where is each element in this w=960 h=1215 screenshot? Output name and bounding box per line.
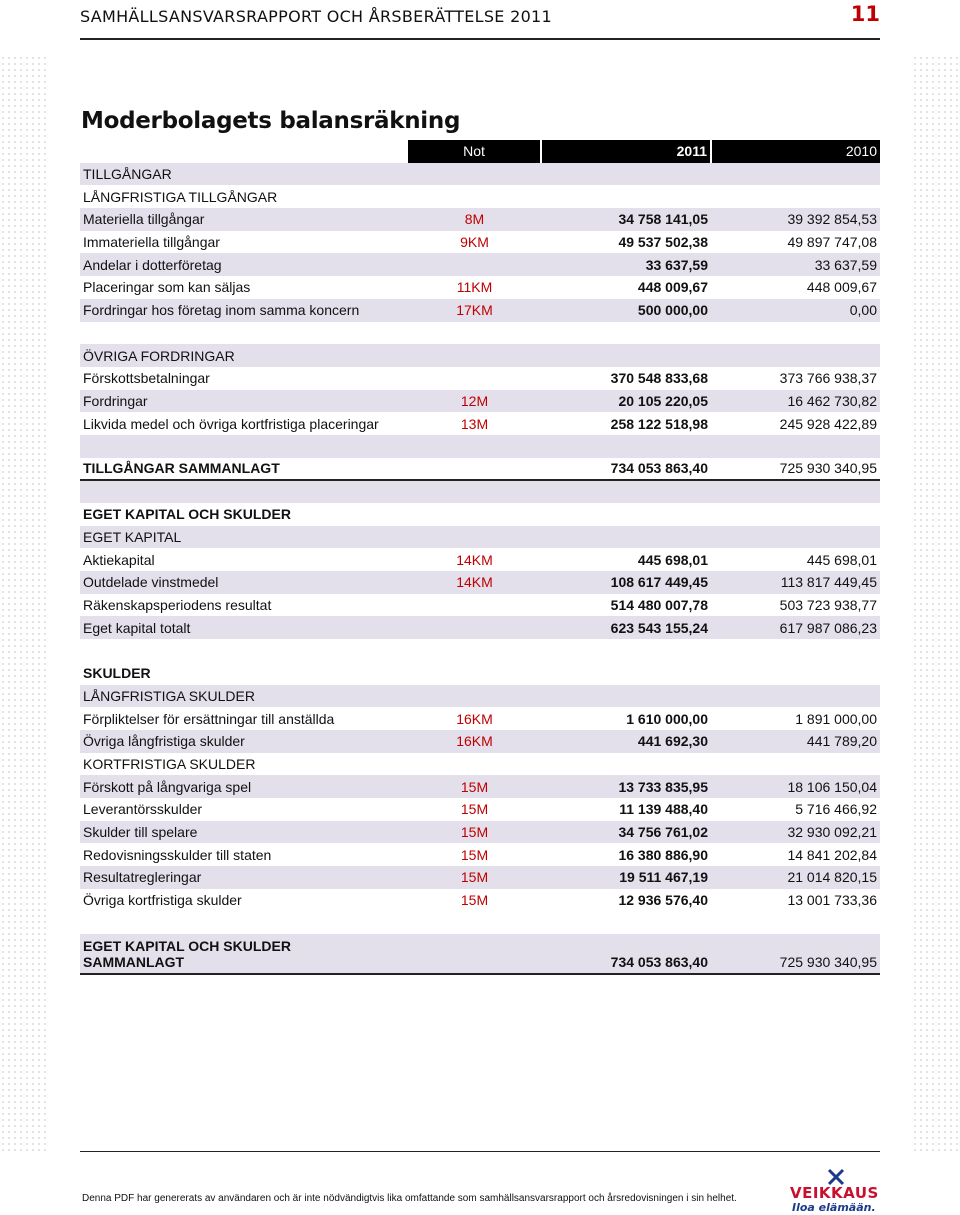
row-label: Leverantörsskulder [83, 801, 203, 818]
table-row [80, 594, 880, 617]
table-row [80, 843, 880, 866]
value-2011 [541, 685, 711, 708]
value-2010: 448 009,67 [806, 279, 877, 296]
table-row [80, 934, 880, 974]
row-label: Likvida medel och övriga kortfristiga placeringar [83, 415, 379, 432]
value-2011: 258 122 518,98 [610, 415, 708, 432]
row-label [80, 322, 408, 345]
note-reference: 17KM [408, 299, 541, 322]
row-label [80, 639, 408, 662]
table-row [80, 571, 880, 594]
row-label: Förpliktelser för ersättningar till anställda [83, 710, 335, 727]
table-row [80, 889, 880, 912]
table-row [80, 344, 880, 367]
value-2010: 18 106 150,04 [711, 775, 880, 798]
row-label: SKULDER [83, 665, 151, 682]
table-row [80, 253, 880, 276]
note-reference [408, 367, 541, 390]
row-label [80, 435, 408, 458]
note-reference: 15M [460, 801, 489, 818]
value-2010 [711, 435, 880, 458]
note-reference [408, 185, 541, 208]
value-2010: 725 930 340,95 [711, 458, 880, 481]
note-reference: 16KM [456, 710, 493, 727]
value-2011: 11 139 488,40 [619, 801, 708, 818]
table-row [80, 753, 880, 776]
label-column-header [80, 140, 408, 163]
value-2010 [711, 322, 880, 345]
value-2010: 5 716 466,92 [795, 801, 877, 818]
value-2011: 16 380 886,90 [618, 846, 708, 863]
value-2011 [541, 435, 711, 458]
row-label: LÅNGFRISTIGA TILLGÅNGAR [83, 188, 278, 205]
balance-sheet-table [80, 140, 880, 975]
value-2011 [541, 911, 711, 934]
value-2011: 370 548 833,68 [610, 370, 708, 387]
value-2011: 108 617 449,45 [541, 571, 711, 594]
value-2011: 20 105 220,05 [541, 390, 711, 413]
note-reference: 15M [460, 846, 489, 863]
note-reference [408, 594, 541, 617]
year-2011-column-header: 2011 [541, 140, 711, 163]
value-2011 [541, 526, 711, 549]
not-column-header: Not [408, 140, 541, 163]
table-row [80, 798, 880, 821]
value-2011: 19 511 467,19 [541, 866, 711, 889]
value-2011: 734 053 863,40 [541, 934, 711, 974]
note-reference [408, 526, 541, 549]
note-reference [408, 639, 541, 662]
value-2011: 445 698,01 [637, 551, 708, 568]
value-2010: 21 014 820,15 [711, 866, 880, 889]
note-reference [408, 163, 541, 186]
left-dot-pattern [0, 55, 48, 1155]
table-row [80, 185, 880, 208]
table-row [80, 367, 880, 390]
value-2011: 49 537 502,38 [618, 234, 708, 251]
value-2011: 12 936 576,40 [618, 892, 708, 909]
value-2010: 14 841 202,84 [787, 846, 877, 863]
value-2011: 514 480 007,78 [610, 597, 708, 614]
value-2010: 617 987 086,23 [711, 616, 880, 639]
row-label: TILLGÅNGAR [80, 163, 408, 186]
value-2011 [541, 639, 711, 662]
note-reference [408, 503, 541, 526]
table-row [80, 503, 880, 526]
table-row [80, 685, 880, 708]
row-label: Andelar i dotterföretag [80, 253, 408, 276]
row-label [80, 934, 408, 974]
value-2010: 245 928 422,89 [779, 415, 877, 432]
value-2010: 113 817 449,45 [711, 571, 880, 594]
spacer-row [80, 480, 880, 503]
row-label: Övriga kortfristiga skulder [83, 892, 242, 909]
value-2010: 16 462 730,82 [711, 390, 880, 413]
spacer-row [80, 435, 880, 458]
row-label: Eget kapital totalt [80, 616, 408, 639]
note-reference [408, 662, 541, 685]
table-row [80, 616, 880, 639]
value-2010 [711, 753, 880, 776]
note-reference [408, 480, 541, 503]
note-reference: 15M [460, 892, 489, 909]
table-row [80, 299, 880, 322]
note-reference [408, 344, 541, 367]
note-reference: 9KM [460, 234, 489, 251]
value-2011: 623 543 155,24 [541, 616, 711, 639]
row-label [80, 911, 408, 934]
note-reference: 12M [408, 390, 541, 413]
note-reference: 11KM [456, 279, 493, 296]
row-label: Förskottsbetalningar [83, 370, 210, 387]
right-dot-pattern [912, 55, 960, 1155]
logo-text: VEIKKAUS [790, 1184, 879, 1202]
table-row [80, 390, 880, 413]
note-reference: 14KM [408, 571, 541, 594]
footer-divider [80, 1151, 880, 1152]
veikkaus-logo [790, 1168, 882, 1214]
value-2010 [711, 163, 880, 186]
row-label: Räkenskapsperiodens resultat [83, 597, 272, 614]
table-row [80, 412, 880, 435]
note-reference: 15M [408, 821, 541, 844]
row-label: KORTFRISTIGA SKULDER [83, 755, 256, 772]
value-2010: 503 723 938,77 [779, 597, 877, 614]
value-2010: 1 891 000,00 [795, 710, 877, 727]
spacer-row [80, 639, 880, 662]
row-label: Förskott på långvariga spel [80, 775, 408, 798]
note-reference [408, 753, 541, 776]
footer-note: Denna PDF har genererats av användaren och är inte nödvändigtvis lika omfattande som samhällsansvarsrapport och årsredovisningen i sin helhet. [82, 1193, 737, 1204]
value-2011: 448 009,67 [637, 279, 708, 296]
table-row [80, 866, 880, 889]
value-2010: 33 637,59 [711, 253, 880, 276]
row-label-line1: EGET KAPITAL OCH SKULDER [83, 938, 291, 955]
table-row [80, 821, 880, 844]
table-row [80, 548, 880, 571]
row-label-line2: SAMMANLAGT [83, 954, 185, 971]
value-2011: 500 000,00 [541, 299, 711, 322]
note-reference: 15M [408, 866, 541, 889]
page-number: 11 [850, 2, 880, 26]
row-label: Outdelade vinstmedel [80, 571, 408, 594]
note-reference [408, 911, 541, 934]
row-label: LÅNGFRISTIGA SKULDER [80, 685, 408, 708]
value-2011 [541, 480, 711, 503]
value-2010: 0,00 [711, 299, 880, 322]
table-row [80, 775, 880, 798]
table-row [80, 208, 880, 231]
value-2011 [541, 662, 711, 685]
value-2010 [711, 685, 880, 708]
spacer-row [80, 322, 880, 345]
note-reference [408, 253, 541, 276]
note-reference [408, 322, 541, 345]
note-reference [408, 934, 541, 974]
value-2010: 725 930 340,95 [711, 934, 880, 974]
spacer-row [80, 911, 880, 934]
value-2010: 32 930 092,21 [711, 821, 880, 844]
note-reference: 14KM [456, 551, 493, 568]
value-2010 [711, 480, 880, 503]
row-label: Övriga långfristiga skulder [80, 730, 408, 753]
value-2011 [541, 163, 711, 186]
value-2011 [541, 503, 711, 526]
row-label: Fordringar [80, 390, 408, 413]
note-reference [408, 435, 541, 458]
row-label: Resultatregleringar [80, 866, 408, 889]
note-reference: 15M [408, 775, 541, 798]
value-2011: 13 733 835,95 [541, 775, 711, 798]
value-2010 [711, 911, 880, 934]
section-title: Moderbolagets balansräkning [81, 108, 461, 134]
row-label: Fordringar hos företag inom samma koncern [80, 299, 408, 322]
row-label: Immateriella tillgångar [83, 234, 220, 251]
logo-slogan: Iloa elämään. [792, 1201, 876, 1214]
table-row [80, 231, 880, 254]
row-label: Redovisningsskulder till staten [83, 846, 272, 863]
row-label: TILLGÅNGAR SAMMANLAGT [80, 458, 408, 481]
table-row [80, 458, 880, 481]
value-2010: 441 789,20 [711, 730, 880, 753]
table-row [80, 163, 880, 186]
value-2011 [541, 185, 711, 208]
table-row [80, 730, 880, 753]
value-2010 [711, 344, 880, 367]
row-label: ÖVRIGA FORDRINGAR [80, 344, 408, 367]
value-2010: 13 001 733,36 [787, 892, 877, 909]
value-2010: 445 698,01 [806, 551, 877, 568]
row-label: Skulder till spelare [80, 821, 408, 844]
value-2011: 441 692,30 [541, 730, 711, 753]
value-2010 [711, 662, 880, 685]
table-row [80, 662, 880, 685]
value-2011: 34 758 141,05 [541, 208, 711, 231]
note-reference [408, 685, 541, 708]
value-2011: 1 610 000,00 [626, 710, 708, 727]
value-2011 [541, 753, 711, 776]
note-reference: 8M [408, 208, 541, 231]
table-row [80, 526, 880, 549]
year-2010-column-header: 2010 [711, 140, 880, 163]
value-2010 [711, 526, 880, 549]
value-2010: 373 766 938,37 [779, 370, 877, 387]
note-reference: 13M [460, 415, 489, 432]
row-label: EGET KAPITAL OCH SKULDER [83, 506, 291, 523]
row-label [80, 480, 408, 503]
table-row [80, 707, 880, 730]
value-2011: 33 637,59 [541, 253, 711, 276]
note-reference: 16KM [408, 730, 541, 753]
value-2011 [541, 344, 711, 367]
row-label: Placeringar som kan säljas [83, 279, 251, 296]
row-label: Aktiekapital [83, 551, 155, 568]
value-2010 [711, 503, 880, 526]
value-2011: 734 053 863,40 [541, 458, 711, 481]
value-2010: 39 392 854,53 [711, 208, 880, 231]
page-header [80, 0, 880, 40]
value-2010 [711, 639, 880, 662]
value-2010: 49 897 747,08 [787, 234, 877, 251]
row-label: EGET KAPITAL [80, 526, 408, 549]
value-2010 [711, 185, 880, 208]
value-2011 [541, 322, 711, 345]
table-row [80, 276, 880, 299]
note-reference [408, 616, 541, 639]
value-2011: 34 756 761,02 [541, 821, 711, 844]
note-reference [408, 458, 541, 481]
row-label: Materiella tillgångar [80, 208, 408, 231]
report-title: SAMHÄLLSANSVARSRAPPORT OCH ÅRSBERÄTTELSE 2011 [80, 7, 553, 26]
table-header-row [80, 140, 880, 163]
